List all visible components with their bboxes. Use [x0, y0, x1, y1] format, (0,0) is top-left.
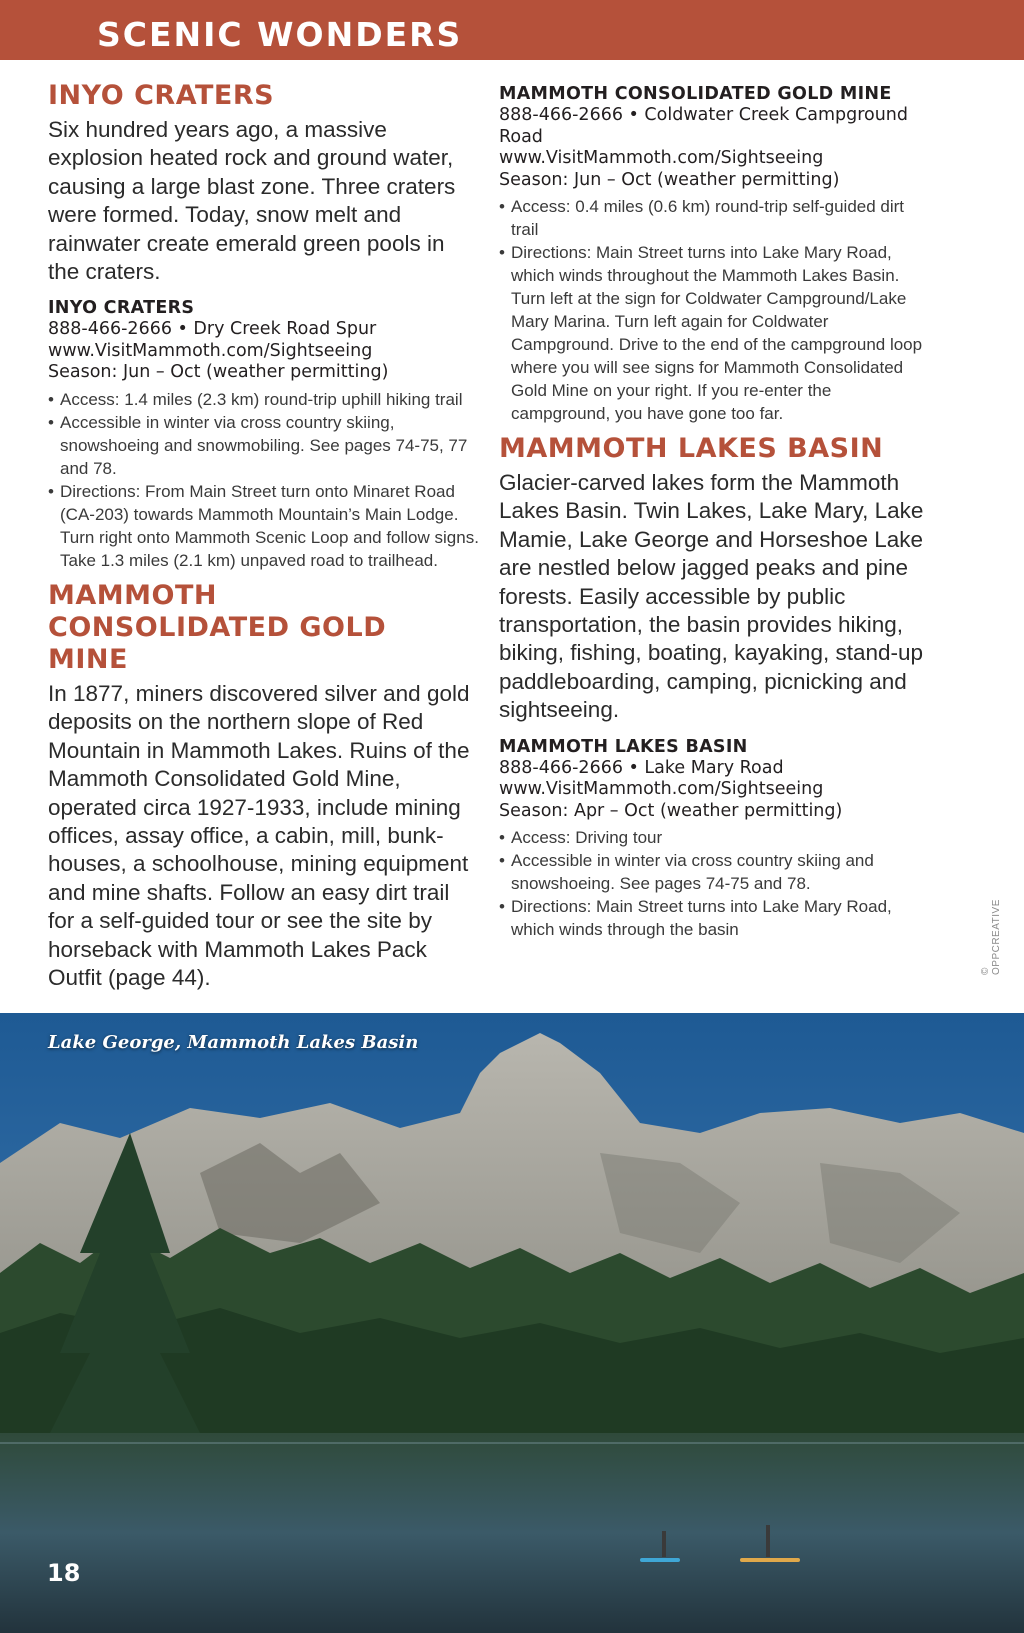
lake-george-photo — [0, 1013, 1024, 1633]
list-item: • Directions: From Main Street turn onto Minaret Road (CA-203) towards Mammoth Mountain’s Main Lodge. Turn right onto Mammoth Scenic Loop and follow signs. Take 1.3 miles (2.1 km) unpaved road to trailhead. — [48, 480, 480, 572]
gold-mine-bullet-list — [499, 195, 931, 425]
list-item: • Directions: Main Street turns into Lake Mary Road, which winds throughout the Mammoth Lakes Basin. Turn left at the sign for Coldwater Campground/Lake Mary Marina. Turn left again for Coldwater Campground. Drive to the end of the campground loop where you will see signs for Mammoth Consolidated Gold Mine on your right. If you re-enter the campground, you have gone too far. — [499, 241, 931, 425]
inyo-description: Six hundred years ago, a massive explosion heated rock and ground water, causing a large blast zone. Three craters were formed. Today, snow melt and rainwater create emerald green pools in the craters. — [48, 117, 456, 285]
gold-mine-website-link[interactable]: www.VisitMammoth.com/Sightseeing — [499, 148, 824, 168]
gold-mine-heading: MAMMOTH CONSOLIDATED GOLD MINE — [48, 579, 387, 675]
right-column — [499, 84, 931, 941]
basin-heading: MAMMOTH LAKES BASIN — [499, 433, 884, 464]
gold-mine-description: In 1877, miners discovered silver and gold deposits on the northern slope of Red Mountain in Mammoth Lakes. Ruins of the Mammoth Consolidated Gold Mine, operated circa 1927-1933, include mining offices, assay office, a cabin, mill, bunk-houses, a schoolhouse, mining equipment and mine shafts. Follow an easy dirt trail for a self-guided tour or see the site by horseback with Mammoth Lakes Pack Outfit (page 44). — [48, 680, 470, 990]
gold-mine-info-title: MAMMOTH CONSOLIDATED GOLD MINE — [499, 84, 892, 104]
inyo-info-title: INYO CRATERS — [48, 298, 195, 319]
gold-mine-phone-address: 888-466-2666 • Coldwater Creek Campground Road — [499, 105, 909, 147]
inyo-phone-address: 888-466-2666 • Dry Creek Road Spur — [48, 319, 377, 340]
inyo-bullet-list — [48, 388, 480, 572]
inyo-info-block — [48, 298, 480, 572]
basin-website-link[interactable]: www.VisitMammoth.com/Sightseeing — [499, 779, 824, 800]
gold-mine-season: Season: Jun – Oct (weather permitting) — [499, 169, 840, 190]
list-item: • Access: 0.4 miles (0.6 km) round-trip self-guided dirt trail — [499, 195, 931, 241]
basin-phone-address: 888-466-2666 • Lake Mary Road — [499, 757, 784, 778]
basin-info-block — [499, 737, 931, 942]
gold-mine-info-block — [499, 84, 931, 425]
photo-credit: © OPPCREATIVE — [980, 899, 1002, 975]
list-item: • Accessible in winter via cross country skiing, snowshoeing and snowmobiling. See pages 74-75, 77 and 78. — [48, 411, 480, 480]
basin-season: Season: Apr – Oct (weather permitting) — [499, 800, 843, 821]
photo-caption: Lake George, Mammoth Lakes Basin — [48, 1032, 419, 1053]
inyo-heading: INYO CRATERS — [48, 80, 275, 111]
list-item: • Directions: Main Street turns into Lake Mary Road, which winds through the basin — [499, 895, 931, 941]
basin-description: Glacier-carved lakes form the Mammoth Lakes Basin. Twin Lakes, Lake Mary, Lake Mamie, Lake George and Horseshoe Lake are nestled below jagged peaks and pine forests. Easily accessible by public transportation, the basin provides hiking, biking, fishing, boating, kayaking, stand-up paddleboarding, camping, picnicking and sightseeing. — [499, 470, 924, 723]
basin-info-title: MAMMOTH LAKES BASIN — [499, 736, 748, 757]
list-item: • Access: 1.4 miles (2.3 km) round-trip uphill hiking trail — [48, 388, 480, 411]
page-section-title: SCENIC WONDERS — [97, 15, 463, 54]
page-number: 18 — [47, 1559, 81, 1587]
list-item: • Access: Driving tour — [499, 826, 931, 849]
list-item: • Accessible in winter via cross country skiing and snowshoeing. See pages 74-75 and 78. — [499, 849, 931, 895]
inyo-season: Season: Jun – Oct (weather permitting) — [48, 362, 389, 383]
header-bar — [0, 0, 1024, 60]
basin-bullet-list — [499, 826, 931, 941]
left-column — [48, 80, 480, 1004]
inyo-website-link[interactable]: www.VisitMammoth.com/Sightseeing — [48, 340, 373, 361]
